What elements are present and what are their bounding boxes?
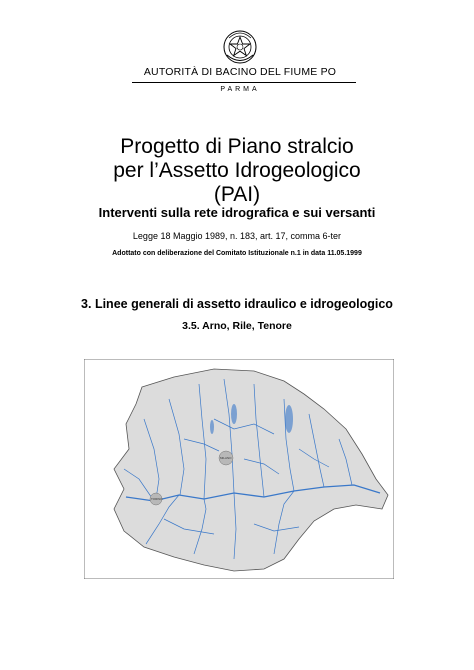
document-title-line-2: per l’Assetto Idrogeologico xyxy=(113,159,361,182)
torino-label: TORINO xyxy=(151,497,163,501)
milano-label: MILANO xyxy=(220,456,232,460)
lake xyxy=(285,405,293,433)
lake xyxy=(231,404,237,424)
lake xyxy=(210,420,214,434)
adoption-note: Adottato con deliberazione del Comitato Istituzionale n.1 in data 11.05.1999 xyxy=(112,250,362,257)
authority-name: AUTORITÀ DI BACINO DEL FIUME PO xyxy=(143,66,337,78)
document-title-line-1: Progetto di Piano stralcio xyxy=(120,135,354,158)
document-subtitle: Interventi sulla rete idrografica e sui versanti xyxy=(98,205,376,220)
subsection-heading: 3.5. Arno, Rile, Tenore xyxy=(182,320,292,332)
header-divider xyxy=(132,82,356,83)
authority-city: PARMA xyxy=(220,86,260,93)
document-title-line-3: (PAI) xyxy=(213,183,261,206)
italian-republic-emblem-icon xyxy=(222,28,258,66)
law-reference: Legge 18 Maggio 1989, n. 183, art. 17, comma 6-ter xyxy=(132,231,342,241)
basin-map xyxy=(84,359,394,579)
section-heading: 3. Linee generali di assetto idraulico e idrogeologico xyxy=(81,297,393,311)
